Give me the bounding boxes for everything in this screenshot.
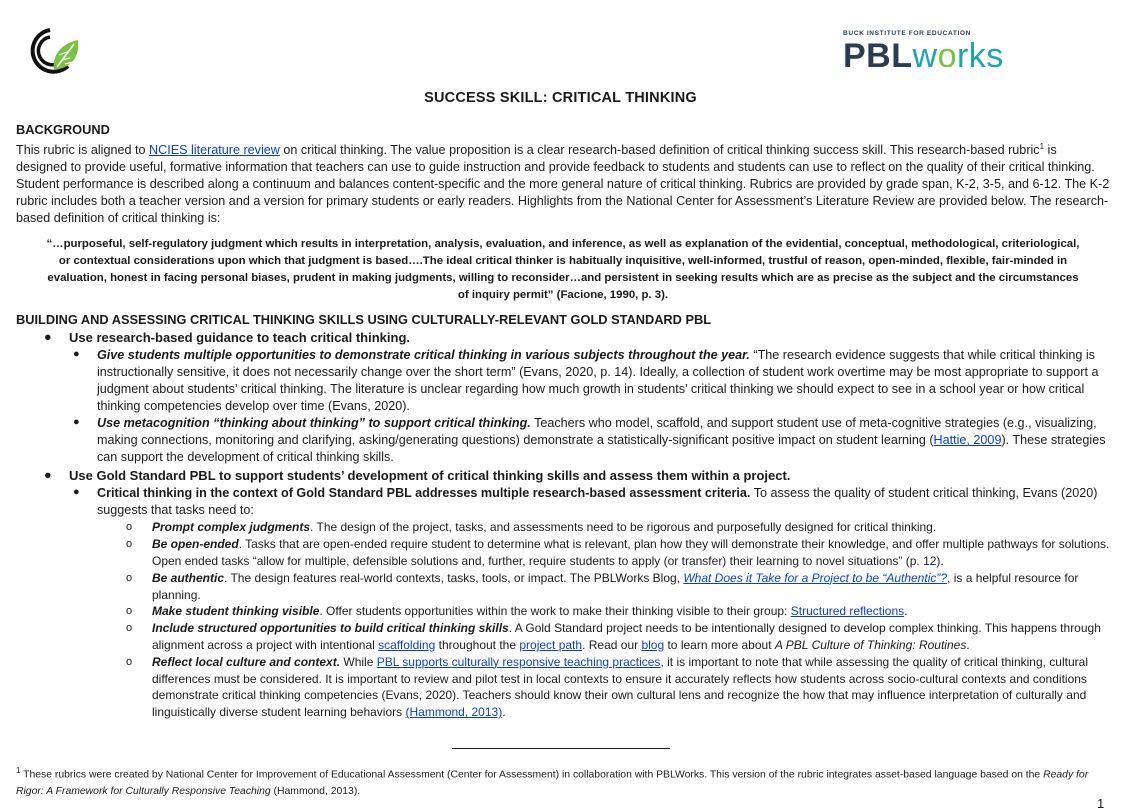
culturally-responsive-link[interactable]: PBL supports culturally responsive teaching practices [376, 654, 661, 669]
bullet-icon: ● [73, 348, 80, 361]
ncies-link[interactable]: NCIES literature review [149, 143, 280, 158]
project-path-link[interactable]: project path [519, 637, 583, 652]
logo-subtitle: BUCK INSTITUTE FOR EDUCATION [843, 30, 972, 37]
list-item: ● Use Gold Standard PBL to support students’ development of critical thinking skills and assess them within a project. [44, 468, 791, 484]
bullet-icon: ● [73, 416, 80, 429]
document-body [16, 121, 1110, 721]
list-item: o Include structured opportunities to build critical thinking skills. A Gold Standard project needs to be intentionally designed to develop complex thinking. This happens through alignment across a project with intentional scaffolding throughout the project path. Read our blog to learn more about A PBL Culture of Thinking: Routines. [126, 621, 1101, 652]
hattie-link[interactable]: Hattie, 2009 [933, 433, 1002, 448]
list-item: ● Give students multiple opportunities to demonstrate critical thinking in various subjects throughout the year. “The research evidence suggests that while critical thinking is instructionally sensitive, it does not necessarily change over the short term” (Evans, 2020, p. 14). Ideally, a collection of student work overtime may be most appropriate to support a judgment about students’ critical thinking. The literature is unclear regarding how much growth in students’ critical thinking we should expect to see in a school year or how critical thinking competencies develop over time (Evans, 2020). [73, 348, 1099, 414]
circle-bullet-icon: o [126, 538, 133, 551]
bullet-icon: ● [73, 486, 80, 499]
circle-bullet-icon: o [126, 655, 133, 668]
list-item: ● Critical thinking in the context of Gold Standard PBL addresses multiple research-based assessment criteria. To assess the quality of student critical thinking, Evans (2020) suggests that tasks need to: [73, 486, 1098, 518]
structured-reflections-link[interactable]: Structured reflections [790, 604, 905, 619]
circle-bullet-icon: o [126, 521, 133, 534]
page-title: SUCCESS SKILL: CRITICAL THINKING [424, 90, 697, 106]
list-item: o Reflect local culture and context. While PBL supports culturally responsive teaching practices, it is important to note that while assessing the quality of critical thinking, cultural differences must be considered. It is important to review and pilot test in local contexts to ensure it accurately reflects how students across socio-cultural contexts and conditions demonstrate critical thinking competencies (Evans, 2020). Teachers should know their own cultural lens and recognize the how that may influence interpretation of culturally and linguistically diverse student learning behaviors (Hammond, 2013). [126, 654, 1088, 720]
list-item: o Prompt complex judgments. The design of the project, tasks, and assessments need to be rigorous and purposefully designed for critical thinking. [126, 520, 937, 535]
authentic-blog-link[interactable]: What Does it Take for a Project to be “Authentic”? [683, 570, 948, 585]
list-item: ● Use metacognition “thinking about thinking” to support critical thinking. Teachers who model, scaffold, and support student use of meta-cognitive strategies (e.g., visualizing, making connections, monitoring and clarifying, asking/generating questions) demonstrate a statistically-significant positive impact on student learning (Hattie, 2009). These strategies can support the development of critical thinking skills. [73, 416, 1106, 465]
list-item: o Be authentic. The design features real-world contexts, tasks, tools, or impact. The PBLWorks Blog, What Does it Take for a Project to be “Authentic”?, is a helpful resource for planning. [126, 570, 1079, 602]
hammond-link[interactable]: (Hammond, 2013) [405, 705, 503, 720]
logo-wordmark: PBLworks [843, 37, 1004, 75]
leaf-circle-logo-icon [28, 26, 82, 76]
footnote: $^1$ These rubrics were created by National Center for Improvement of Educational Assessment (Center for Assessment) in collaboration with PBLWorks. This version of the rubric integrates asset-based language based on the Ready for Rigor: A Framework for Culturally Responsive Teaching (Hammond, 2013). [16, 766, 1089, 798]
building-heading: BUILDING AND ASSESSING CRITICAL THINKING SKILLS USING CULTURALLY-RELEVANT GOLD STANDARD PBL [16, 312, 712, 328]
page-number: 1 [1097, 796, 1105, 811]
bullet-icon: ● [44, 330, 52, 345]
blog-link[interactable]: blog [641, 637, 665, 652]
list-item: o Be open-ended. Tasks that are open-ended require student to determine what is relevant, plan how they will demonstrate their knowledge, and offer multiple pathways for solutions. Open ended tasks “allow for multiple, defensible solutions and, further, require students to apply (or transfer) their learning to novel situations” (p. 12). [126, 537, 1110, 568]
facione-quote: “…purposeful, self-regulatory judgment which results in interpretation, analysis, evaluation, and inference, as well as explanation of the evidential, conceptual, methodological, criteriological, or contextual considerations upon which that judgment is based….The ideal critical thinker is habitually inquisitive, well-informed, trustful of reason, open-minded, flexible, fair-minded in evaluation, honest in facing personal biases, prudent in making judgments, willing to reconsider…and persistent in seeking results which are as precise as the subject and the circumstances of inquiry permit” (Facione, 1990, p. 3). [46, 238, 1080, 301]
circle-bullet-icon: o [126, 605, 133, 618]
circle-bullet-icon: o [126, 622, 133, 635]
scaffolding-link[interactable]: scaffolding [378, 637, 436, 652]
list-item: ● Use research-based guidance to teach critical thinking. [44, 330, 410, 346]
background-paragraph: This rubric is aligned to NCIES literature review on critical thinking. The value proposition is a clear research-based definition of critical thinking success skill. This research-based rubric$^1$ is designed to provide useful, formative information that teachers can use to guide instruction and provide feedback to students and students can use to reflect on the quality of their critical thinking. Student performance is described along a continuum and balances content-specific and the more general nature of critical thinking. Rubrics are provided by grade span, K-2, 3-5, and 6-12. The K-2 rubric includes both a teacher version and a version for primary students or early readers. Highlights from the National Center for Assessment’s Literature Review are provided below. The research-based definition of critical thinking is: [16, 142, 1110, 226]
background-heading: BACKGROUND [16, 122, 110, 137]
footnote-divider [452, 748, 670, 749]
list-item: o Make student thinking visible. Offer students opportunities within the work to make their thinking visible to their group: Structured reflections. [126, 604, 908, 619]
pblworks-logo [843, 30, 1053, 76]
circle-bullet-icon: o [126, 571, 133, 584]
bullet-icon: ● [44, 468, 52, 483]
